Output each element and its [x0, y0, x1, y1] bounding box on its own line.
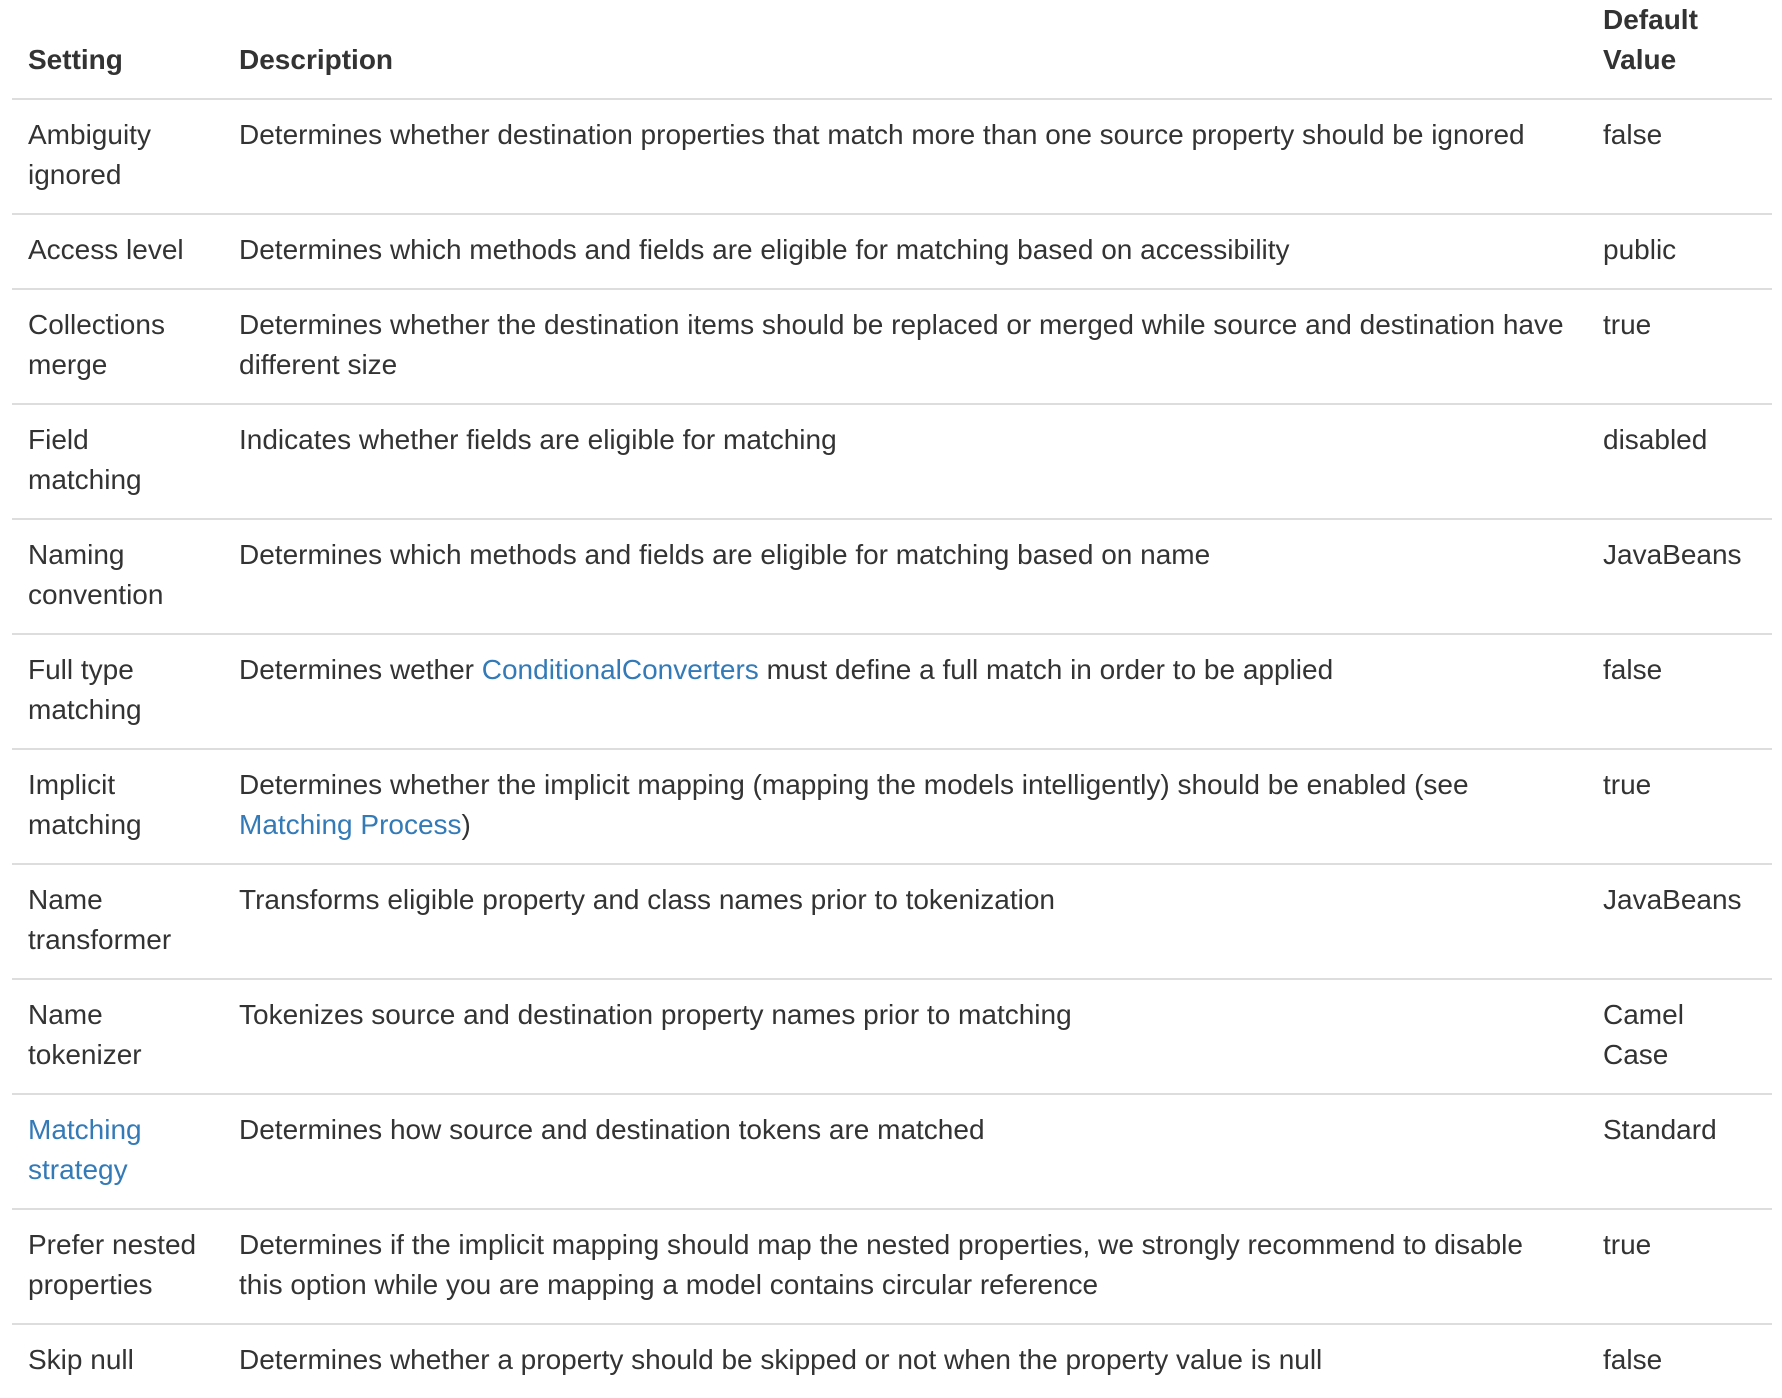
table-header-row: [12, 0, 1772, 99]
default-value-cell: disabled: [1587, 404, 1772, 519]
description-text: Determines wether: [239, 654, 482, 685]
conditional-converters-link[interactable]: ConditionalConverters: [481, 654, 759, 685]
description-cell: Indicates whether fields are eligible for matching: [223, 404, 1587, 519]
setting-cell: Name tokenizer: [12, 979, 223, 1094]
matching-process-link[interactable]: Matching Process: [239, 809, 462, 840]
header-setting: Setting: [12, 0, 223, 99]
setting-cell: Prefer nested properties: [12, 1209, 223, 1324]
default-value-cell: public: [1587, 214, 1772, 289]
setting-cell: Full type matching: [12, 634, 223, 749]
description-cell: [223, 634, 1587, 749]
description-cell: [223, 749, 1587, 864]
setting-cell: Naming convention: [12, 519, 223, 634]
default-value-cell: false: [1587, 1324, 1772, 1398]
default-value-cell: true: [1587, 749, 1772, 864]
description-text: Determines whether the implicit mapping (mapping the models intelligently) should be enabled (see: [239, 769, 1469, 800]
default-value-cell: true: [1587, 289, 1772, 404]
table-row: [12, 99, 1772, 214]
description-cell: Determines whether destination properties that match more than one source property should be ignored: [239, 119, 1525, 150]
table-row: [12, 1324, 1772, 1398]
table-row: [12, 634, 1772, 749]
setting-cell: Collections merge: [12, 289, 223, 404]
settings-table: [12, 0, 1772, 1398]
table-row: [12, 214, 1772, 289]
setting-cell: Ambiguity ignored: [28, 119, 151, 190]
description-cell: Transforms eligible property and class names prior to tokenization: [223, 864, 1587, 979]
description-text: ): [461, 809, 471, 840]
table-row: [12, 749, 1772, 864]
table-row: [12, 289, 1772, 404]
setting-cell: Implicit matching: [12, 749, 223, 864]
description-cell: Determines which methods and fields are eligible for matching based on name: [223, 519, 1587, 634]
table-row: [12, 404, 1772, 519]
default-value-cell: true: [1587, 1209, 1772, 1324]
description-text: must define a full match in order to be applied: [758, 654, 1334, 685]
description-cell: Determines whether a property should be skipped or not when the property value is null: [223, 1324, 1587, 1398]
default-value-cell: Standard: [1587, 1094, 1772, 1209]
default-value-cell: JavaBeans: [1587, 519, 1772, 634]
description-cell: Determines if the implicit mapping should map the nested properties, we strongly recommend to disable this option while you are mapping a model contains circular reference: [223, 1209, 1587, 1324]
header-default-value: Default Value: [1587, 0, 1772, 99]
description-cell: Determines how source and destination tokens are matched: [223, 1094, 1587, 1209]
table-row: [12, 864, 1772, 979]
default-value-cell: false: [1603, 119, 1663, 150]
description-cell: Determines whether the destination items should be replaced or merged while source and destination have different size: [223, 289, 1587, 404]
table-row: [12, 1209, 1772, 1324]
setting-cell: Skip null: [12, 1324, 223, 1398]
default-value-cell: Camel Case: [1587, 979, 1772, 1094]
setting-cell: Access level: [12, 214, 223, 289]
table-row: [12, 979, 1772, 1094]
header-description: Description: [223, 0, 1587, 99]
table-row: [12, 519, 1772, 634]
matching-strategy-link[interactable]: Matching strategy: [28, 1114, 142, 1185]
setting-cell: Field matching: [12, 404, 223, 519]
description-cell: Determines which methods and fields are eligible for matching based on accessibility: [223, 214, 1587, 289]
setting-cell: [12, 1094, 223, 1209]
default-value-cell: false: [1587, 634, 1772, 749]
setting-cell: Name transformer: [12, 864, 223, 979]
default-value-cell: JavaBeans: [1587, 864, 1772, 979]
table-row: [12, 1094, 1772, 1209]
description-cell: Tokenizes source and destination property names prior to matching: [223, 979, 1587, 1094]
